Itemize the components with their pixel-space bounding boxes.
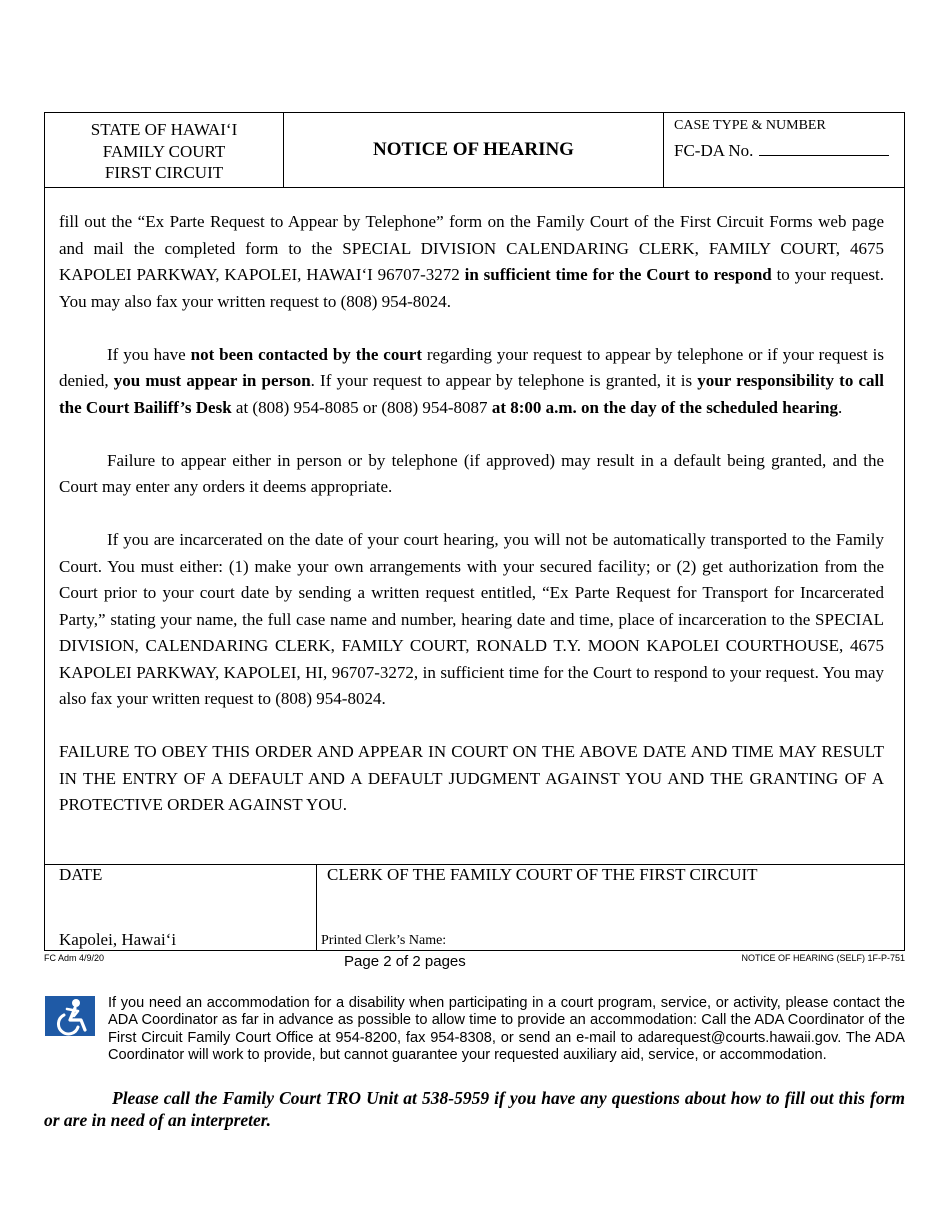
p1-text-bold: in sufficient time for the Court to respond <box>464 265 772 284</box>
paragraph-warning: FAILURE TO OBEY THIS ORDER AND APPEAR IN COURT ON THE ABOVE DATE AND TIME MAY RESULT IN THE ENTRY OF A DEFAULT AND A DEFAULT JUDGMENT AGAINST YOU AND THE GRANTING OF A PROTECTIVE ORDER AGAINST YOU. <box>59 742 884 814</box>
form-id: NOTICE OF HEARING (SELF) 1F-P-751 <box>741 953 905 963</box>
court-line-state: STATE OF HAWAI‘I <box>90 120 238 139</box>
p2-text-g: at (808) 954-8085 or (808) 954-8087 <box>231 397 492 417</box>
court-line-circuit: FIRST CIRCUIT <box>104 163 224 182</box>
case-type-label: CASE TYPE & NUMBER <box>674 118 826 133</box>
p2-text-c: regarding your request to appear by telephone or if your request is denied, <box>59 344 884 390</box>
ada-notice: If you need an accommodation for a disability when participating in a court program, service, or activity, please contact the ADA Coordinator as far in advance as possible to allow time to provide an accommodation: Call the ADA Coordinator of the First Circuit Family Court Office at 954-8200, fax 954-8308, or send an e-mail to adarequest@courts.hawaii.gov. The ADA Coordinator will work to provide, but cannot guarantee your requested auxiliary aid, service, or accommodation. <box>108 995 905 1064</box>
case-number-row <box>674 141 904 161</box>
printed-name-label: Printed Clerk’s Name: <box>321 933 447 948</box>
page-number: Page 2 of 2 pages <box>344 953 466 970</box>
date-label: DATE <box>59 865 103 884</box>
signature-block <box>44 864 905 951</box>
form-title: NOTICE OF HEARING <box>284 113 664 187</box>
court-line-family: FAMILY COURT <box>102 141 226 161</box>
place-label: Kapolei, Hawai‘i <box>59 930 177 949</box>
clerk-label: CLERK OF THE FAMILY COURT OF THE FIRST CIRCUIT <box>327 865 758 884</box>
p2-text-e: . If your request to appear by telephone is granted, it is <box>310 371 698 390</box>
p1-text-a: fill out the “Ex Parte Request to Appear by Telephone” form on the Family Court of the First Circuit Forms web page and mail the completed form to the SPECIAL DIVISION CALENDARING CLERK, FAMILY COURT, 4675 KAPOLEI PARKWAY, KAPOLEI, HAWAI‘I 96707-3272 <box>59 212 884 284</box>
form-code: FC Adm 4/9/20 <box>44 953 105 963</box>
p1-text-c: to your request. You may also fax your written request to (808) 954-8024. <box>59 265 884 311</box>
p2-text-f: your responsibility to call the Court Bailiff’s Desk <box>59 371 884 417</box>
case-number-field[interactable] <box>759 141 889 156</box>
paragraph-incarcerated: If you are incarcerated on the date of your court hearing, you will not be automatically transported to the Family Court. You must either: (1) make your own arrangements with your secured facility; or (2) get authorization from the Court prior to your court date by sending a written request entitled, “Ex Parte Request for Transport for Incarcerated Party,” stating your name, the full case name and number, hearing date and time, place of incarceration to the SPECIAL DIVISION, CALENDARING CLERK, FAMILY COURT, RONALD T.Y. MOON KAPOLEI COURTHOUSE, 4675 KAPOLEI PARKWAY, KAPOLEI, HI, 96707-3272, in sufficient time for the Court to respond to your request. You may also fax your written request to (808) 954-8024. <box>59 530 884 708</box>
tro-unit-note: Please call the Family Court TRO Unit at 538-5959 if you have any questions about how to fill out this form or are in need of an interpreter. <box>44 1088 905 1130</box>
p2-text-i: . <box>837 397 843 417</box>
p2-text-h: at 8:00 a.m. on the day of the scheduled hearing <box>491 397 838 417</box>
p2-text-d: you must appear in person <box>113 371 311 390</box>
p2-text-a: If you have <box>107 344 191 364</box>
paragraph-appear-in-person <box>59 342 884 422</box>
clerk-cell <box>317 865 904 950</box>
paragraph-telephone-request <box>59 209 884 315</box>
page-footer <box>44 953 905 971</box>
paragraph-failure-to-appear: Failure to appear either in person or by telephone (if approved) may result in a default being granted, and the Court may enter any orders it deems appropriate. <box>59 450 884 496</box>
notice-body <box>59 209 884 819</box>
accessibility-icon <box>45 996 95 1036</box>
date-cell <box>45 865 317 950</box>
p2-text-b: not been contacted by the court <box>190 344 422 364</box>
form-header <box>44 112 905 188</box>
case-number-prefix: FC-DA No. <box>674 141 754 160</box>
court-name-block <box>45 113 284 187</box>
case-number-block <box>664 113 904 187</box>
